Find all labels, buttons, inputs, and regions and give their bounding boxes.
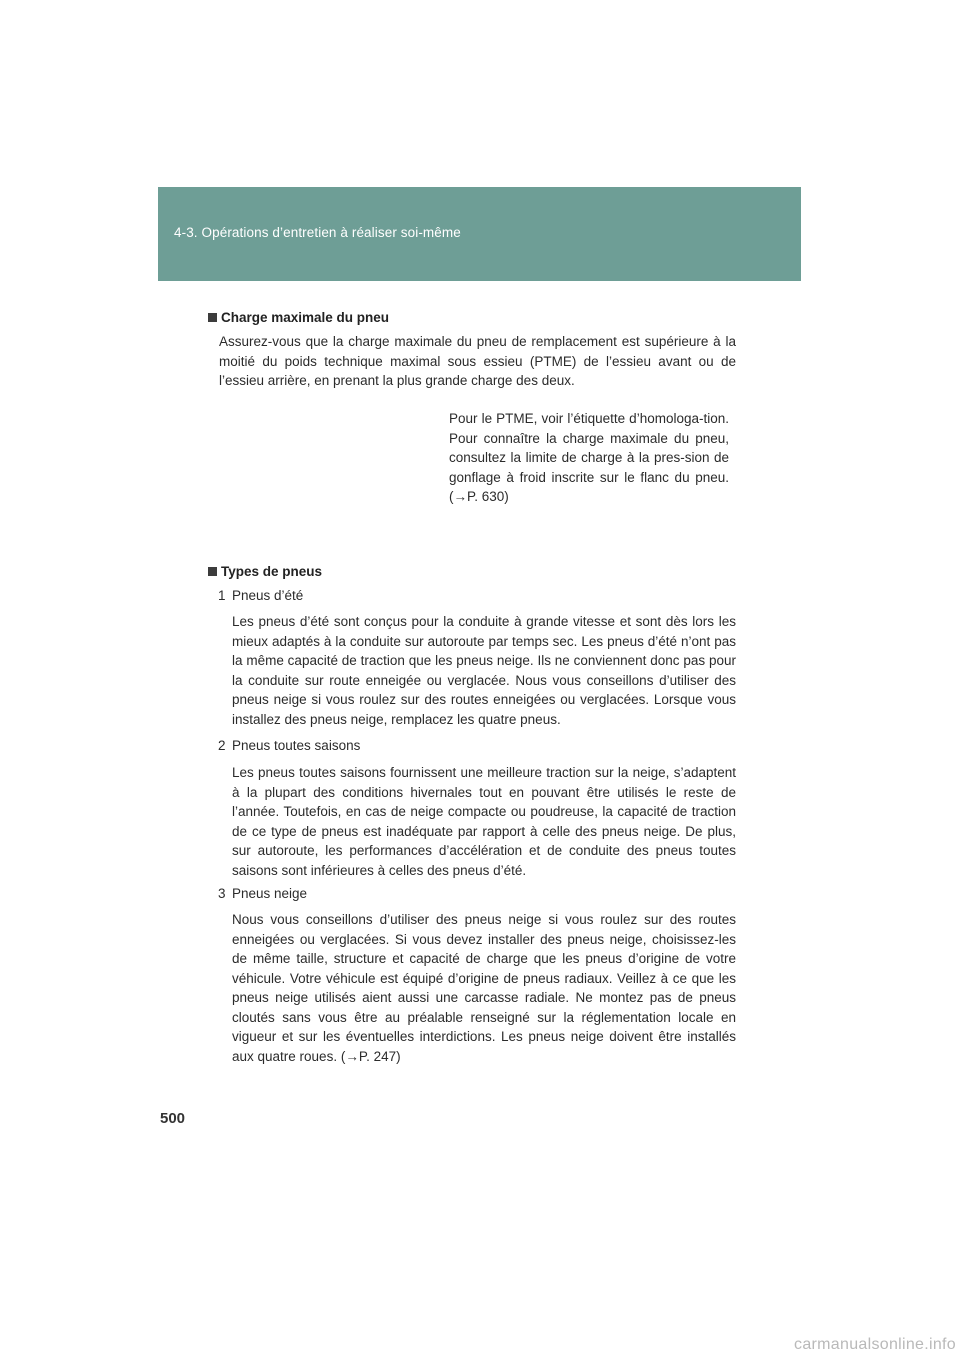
load-paragraph: Assurez-vous que la charge maximale du pneu de remplacement est supérieure à la moitié du poids technique maximal sous essieu (PTME) de l’essieu avant ou de l’essieu arrière, en prenant la plus grande charge des deux.: [219, 334, 736, 388]
item-3-text: Nous vous conseillons d’utiliser des pneus neige si vous roulez sur des routes enneigées ou verglacées. Si vous devez installer des pneus neige, choisissez-les de même taille, structure et capacité de charge que les pneus d’origine de votre véhicule. Votre véhicule est équipé d’origine de pneus radiaux. Veillez à ce que les pneus neige utilisés aient aussi une carcasse radiale. Ne montez pas de pneus cloutés sans vous être au préalable renseigné sur la réglementation locale en vigueur et sur les éventuelles interdictions. Les pneus neige doivent être installés aux quatre roues. (→P. 247): [232, 912, 736, 1064]
item-2-heading: [218, 738, 360, 753]
item-1-text: Les pneus d’été sont conçus pour la conduite à grande vitesse et sont dès lors les mieux adaptés à la conduite sur autoroute par temps sec. Les pneus d’été n’ont pas la même capacité de traction que les pneus neige. Ils ne conviennent donc pas pour la conduite sur route enneigée ou verglacée. Nous vous conseillons d’utiliser des pneus neige si vous roulez sur des routes enneigées ou verglacées. Lorsque vous installez des pneus neige, remplacez les quatre pneus.: [232, 614, 736, 727]
load-note: Pour le PTME, voir l’étiquette d’homologa-tion. Pour connaître la charge maximale du pneu, consultez la limite de charge à la pres-sion de gonflage à froid inscrite sur le flanc du pneu. (→P. 630): [449, 411, 729, 504]
item-number: 3: [218, 886, 226, 901]
watermark: carmanualsonline.info: [794, 1336, 956, 1353]
chapter-title: 4-3. Opérations d’entretien à réaliser soi-même: [174, 225, 461, 240]
section-title-types: Types de pneus: [208, 564, 322, 579]
square-bullet-icon: [208, 313, 217, 322]
item-1-heading: [218, 588, 303, 603]
item-2-text: Les pneus toutes saisons fournissent une meilleure traction sur la neige, s’adaptent à la plupart des conditions hivernales tout en pouvant être utilisés le reste de l’année. Toutefois, en cas de neige compacte ou poudreuse, la capacité de traction de ce type de pneus est inadéquate par rapport à celle des pneus neige. De plus, sur autoroute, les performances d’accélération et de conduite des pneus toutes saisons sont inférieures à celles des pneus d’été.: [232, 765, 736, 878]
section-title-load: Charge maximale du pneu: [208, 310, 389, 325]
square-bullet-icon: [208, 567, 217, 576]
item-number: 1: [218, 588, 226, 603]
item-3-heading: [218, 886, 307, 901]
item-title: Pneus d’été: [232, 588, 304, 603]
item-title: Pneus toutes saisons: [232, 738, 361, 753]
item-number: 2: [218, 738, 226, 753]
item-title: Pneus neige: [232, 886, 308, 901]
page-number: 500: [160, 1110, 186, 1127]
